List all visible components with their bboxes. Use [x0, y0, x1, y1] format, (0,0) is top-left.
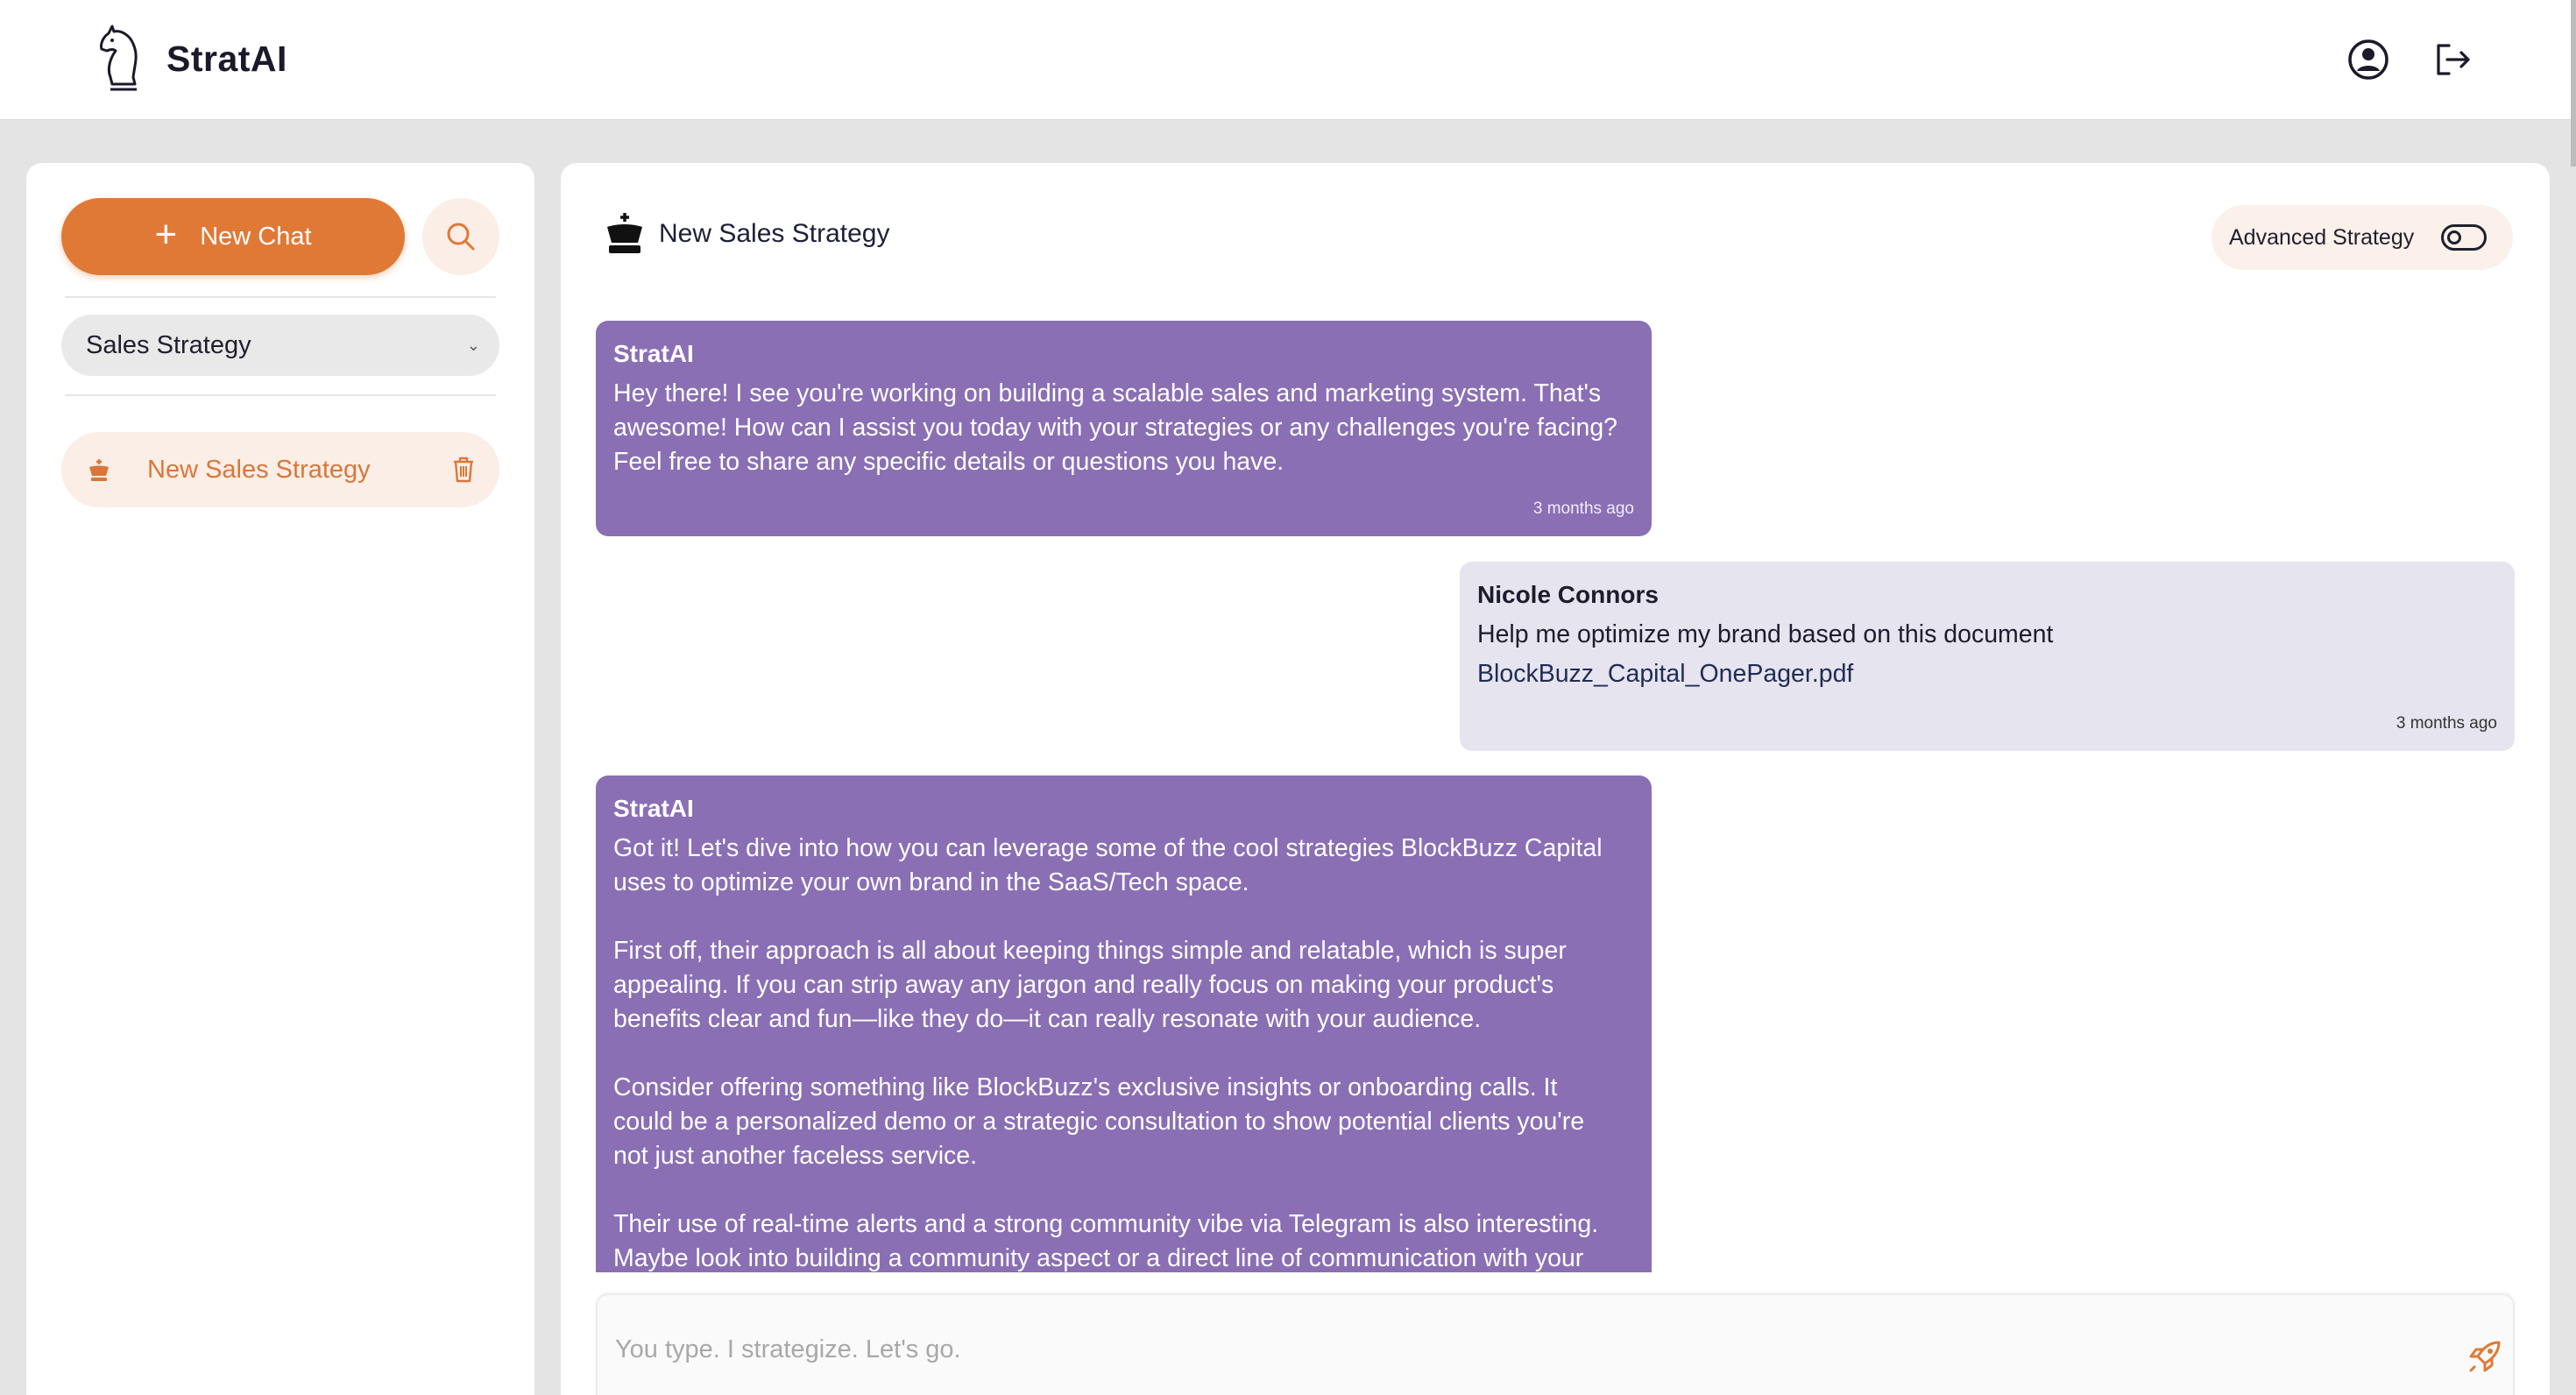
chevron-down-icon: ⌄ — [466, 336, 480, 354]
logout-button[interactable] — [2429, 36, 2476, 83]
toggle-switch[interactable] — [2441, 224, 2487, 251]
message-text: Help me optimize my brand based on this document — [1477, 620, 2054, 648]
message-text: Hey there! I see you're working on building a scalable sales and marketing system. That's awesome! How can I assist you today with your strategies or any challenges you're facing? Feel free to share any specific details or questions you have. — [613, 379, 1618, 476]
user-profile-button[interactable] — [2345, 36, 2392, 83]
message-sender: Nicole Connors — [1477, 581, 1659, 608]
user-message — [1460, 562, 2515, 751]
app-name: StratAI — [166, 38, 287, 79]
strategy-select-value: Sales Strategy — [86, 330, 251, 359]
new-chat-button[interactable] — [61, 198, 405, 275]
message-composer — [596, 1293, 2515, 1395]
rocket-send-icon[interactable] — [2464, 1335, 2506, 1377]
advanced-strategy-toggle[interactable] — [2212, 205, 2513, 270]
message-timestamp: 3 months ago — [2396, 714, 2497, 733]
message-list[interactable] — [561, 321, 2550, 1272]
message-text: Got it! Let's dive into how you can leverage some of the cool strategies BlockBuzz Capital uses to optimize your own brand in the SaaS/Tech space. First off, their approach is all about keeping things simple and relatable, which is super appealing. If you can strip away any jargon and really focus on making your product's benefits clear and fun—like they do—it can really resonate with your audience. Consider offering something like BlockBuzz's exclusive insights or onboarding calls. It could be a personalized demo or a strategic consultation to show potential clients you're not just another faceless service. Their use of real-time alerts and a strong community vibe via Telegram is also interesting. Maybe look into building a community aspect or a direct line of communication with your — [613, 834, 1603, 1272]
message-timestamp: 3 months ago — [1532, 499, 1634, 518]
toggle-knob — [2447, 230, 2461, 244]
message-input[interactable] — [615, 1330, 2403, 1369]
message-sender: StratAI — [613, 340, 694, 367]
advanced-strategy-label: Advanced Strategy — [2229, 224, 2415, 250]
chat-title: New Sales Strategy — [659, 219, 890, 248]
user-circle-icon — [2346, 38, 2390, 81]
divider — [65, 394, 496, 396]
message-sender: StratAI — [613, 795, 694, 822]
search-icon — [443, 219, 478, 254]
strategy-select[interactable] — [61, 315, 499, 376]
conversation-item[interactable] — [61, 432, 499, 507]
new-chat-label: New Chat — [200, 222, 312, 251]
ai-message — [596, 321, 1652, 536]
top-bar — [0, 0, 2576, 120]
page-scrollbar[interactable] — [2571, 0, 2576, 166]
search-button[interactable] — [422, 198, 499, 275]
divider — [65, 296, 496, 298]
trash-icon[interactable] — [450, 456, 477, 484]
chess-king-icon — [605, 211, 645, 257]
conversation-label: New Sales Strategy — [147, 455, 371, 484]
knight-logo-icon — [93, 23, 149, 95]
app-logo[interactable] — [93, 23, 287, 95]
chess-king-icon — [86, 457, 112, 483]
sidebar — [26, 163, 534, 1395]
logout-icon — [2431, 39, 2473, 81]
plus-icon: + — [154, 213, 178, 256]
ai-message — [596, 775, 1652, 1272]
chat-panel — [561, 163, 2550, 1395]
attachment-link[interactable]: BlockBuzz_Capital_OnePager.pdf — [1477, 660, 1854, 688]
chat-header — [605, 211, 889, 257]
